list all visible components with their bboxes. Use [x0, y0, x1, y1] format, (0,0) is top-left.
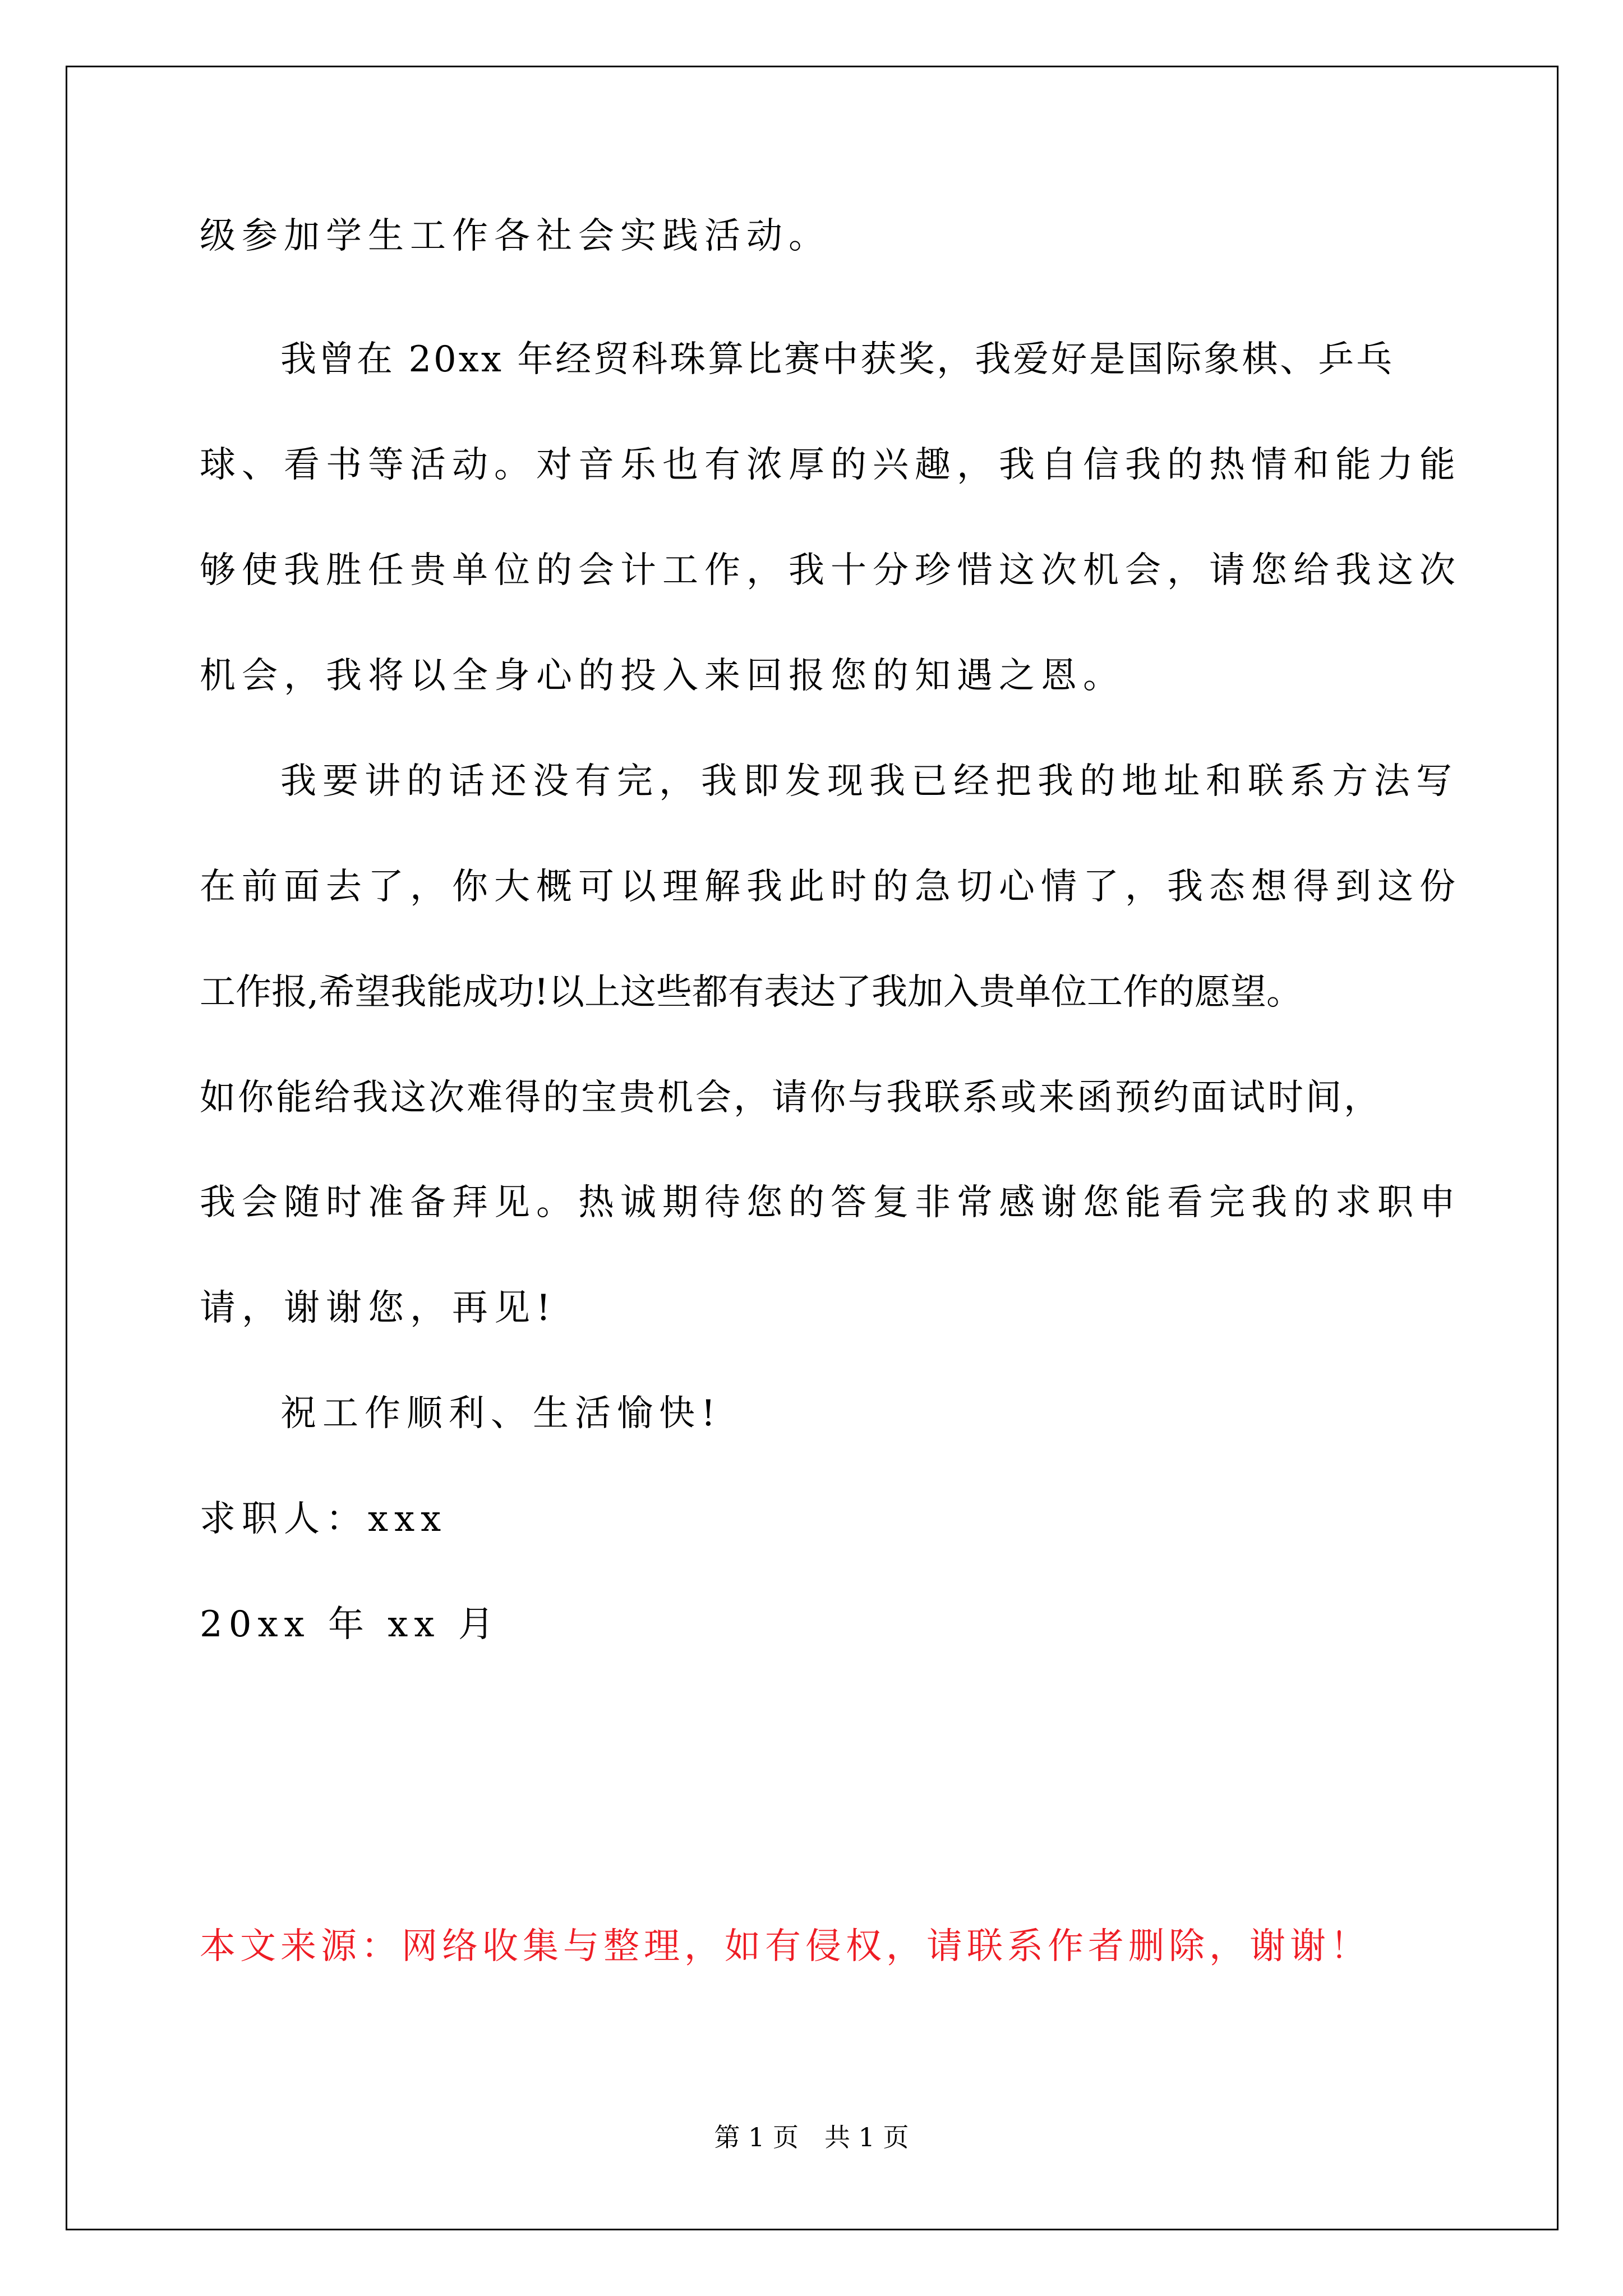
body-line-6: 我要讲的话还没有完，我即发现我已经把我的地址和联系方法写	[280, 761, 1458, 802]
letter-date: 20xx 年 xx 月	[200, 1604, 500, 1645]
body-line-8: 工作报,希望我能成功!以上这些都有表达了我加入贵单位工作的愿望。	[200, 972, 1303, 1013]
source-notice: 本文来源：网络收集与整理，如有侵权，请联系作者删除，谢谢！	[200, 1926, 1371, 1967]
page-border	[66, 66, 1559, 2230]
closing-wish: 祝工作顺利、生活愉快!	[280, 1393, 722, 1434]
body-line-5: 机会，我将以全身心的投入来回报您的知遇之恩。	[200, 655, 1125, 697]
page-total: 共 1 页	[824, 2122, 909, 2152]
body-line-1: 级参加学生工作各社会实践活动。	[200, 215, 831, 257]
body-line-3: 球、看书等活动。对音乐也有浓厚的兴趣，我自信我的热情和能力能	[200, 444, 1461, 486]
body-line-11: 请，谢谢您，再见!	[200, 1287, 557, 1329]
applicant-signature: 求职人：xxx	[200, 1498, 448, 1540]
page-footer	[0, 2122, 1623, 2153]
body-line-7: 在前面去了，你大概可以理解我此时的急切心情了，我态想得到这份	[200, 866, 1461, 908]
page-number: 第 1 页	[714, 2122, 799, 2152]
body-line-2: 我曾在 20xx 年经贸科珠算比赛中获奖，我爱好是国际象棋、乒乓	[280, 339, 1395, 380]
body-line-10: 我会随时准备拜见。热诚期待您的答复非常感谢您能看完我的求职申	[200, 1182, 1461, 1223]
body-line-9: 如你能给我这次难得的宝贵机会，请你与我联系或来函预约面试时间，	[200, 1077, 1382, 1119]
body-line-4: 够使我胜任贵单位的会计工作，我十分珍惜这次机会，请您给我这次	[200, 550, 1461, 591]
